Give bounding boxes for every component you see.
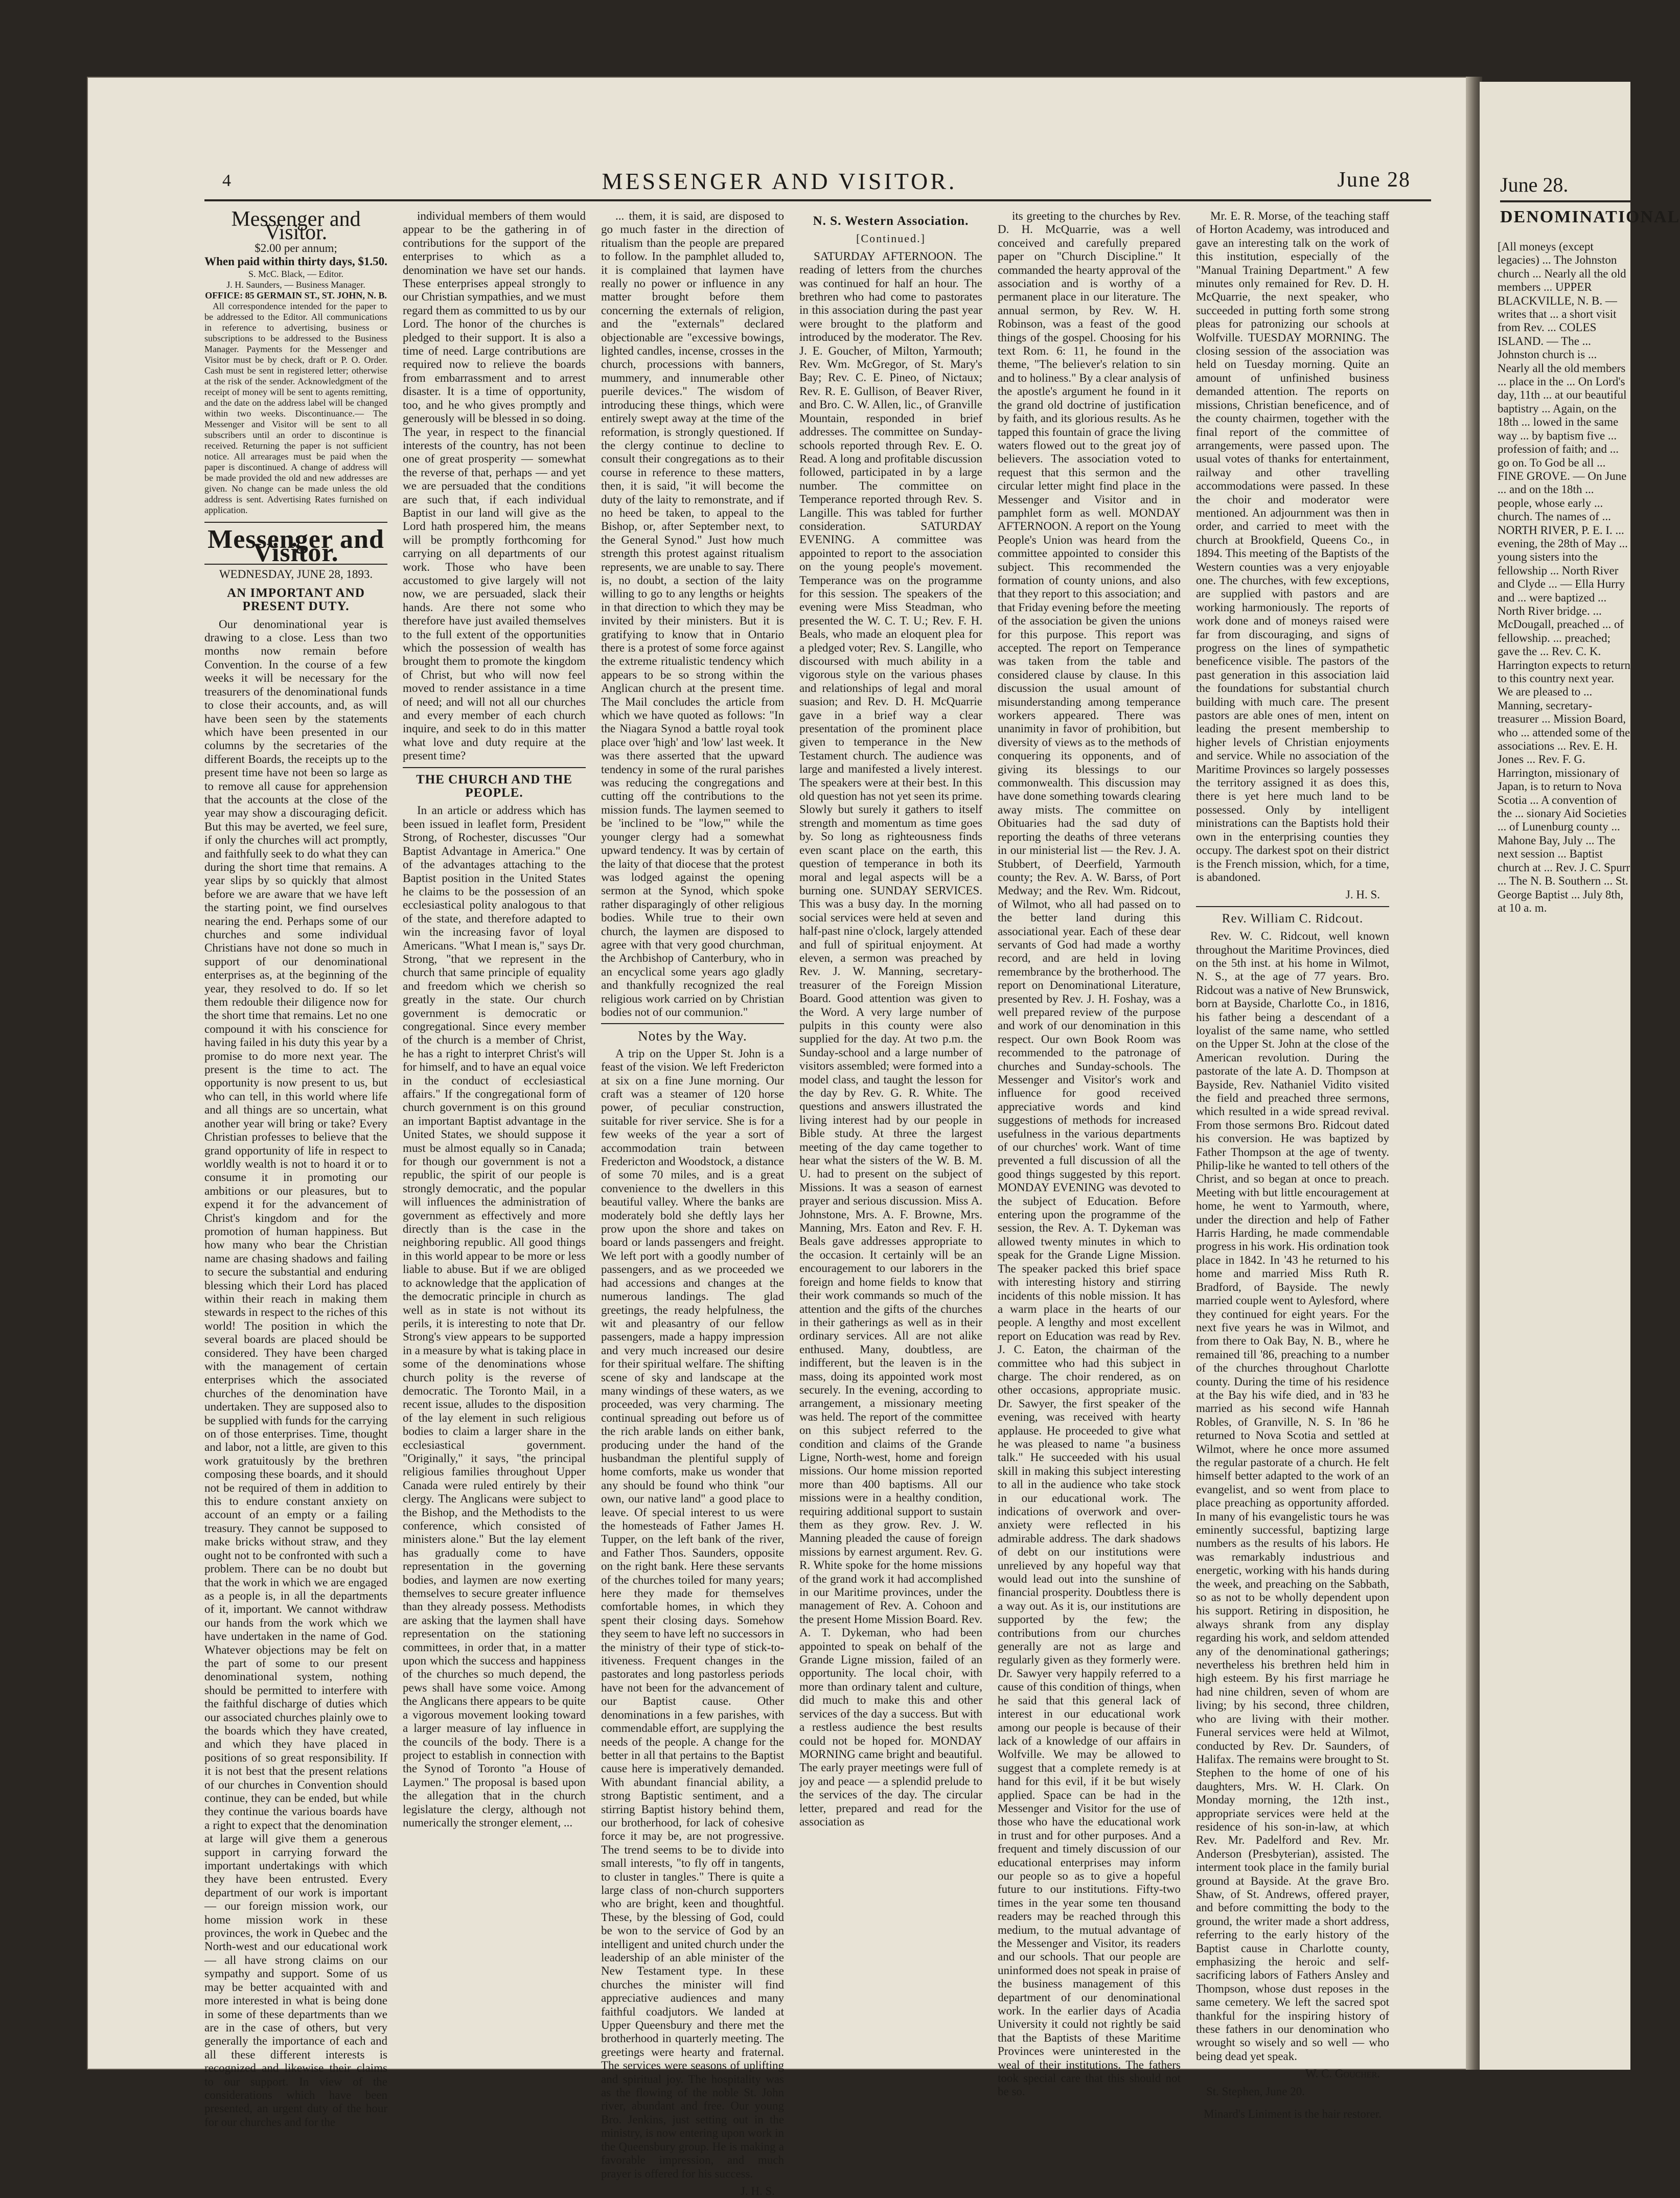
separator bbox=[403, 767, 586, 768]
article-duty-body: Our denominational year is drawing to a close. Less than two months now remain before Convention. In the course of a few weeks it will be necessary for the treasurers of the denominational funds to close their accounts, and, as will have been seen by the statements which have been presented in our columns by the secretaries of the different Boards, the receipts up to the present time have not been so large as to remove all cause for apprehension that the accounts at the close of the year may show a discouraging deficit. But this may be averted, we feel sure, if only the churches will act promptly, and faithfully seek to do what they can during the short time that remains. A year slips by so quickly that almost before we are aware that we have left the starting point, we find ourselves nearing the end. Perhaps some of our churches and some individual Christians have not done so much in support of our denominational enterprises as, at the beginning of the year, they resolved to do. If so let them redouble their diligence now for the short time that remains. Let no one compound it with his conscience for having failed in his duty this year by a promise to do more next year. The present is the time to act. The opportunity is now present to us, but who can tell, in this world where life and all things are so uncertain, what another year will bring or take? Every Christian professes to believe that the grand opportunity of life in respect to worldly wealth is not to hoard it or to consume it in promoting our ambitions or our pleasures, but to expend it for the advancement of Christ's kingdom and for the promotion of human happiness. But how many who bear the Christian name are chasing shadows and failing to secure the substantial and enduring blessing which their Lord has placed within their reach in making them stewards in respect to the riches of this world! The position in which the several boards are placed should be considered. They have been charged with the management of certain enterprises which the associated churches of the denomination have undertaken. They are supposed also to be supplied with funds for the carrying on of those enterprises. Time, thought and labor, not a little, are given to this work gratuitously by the brethren composing these boards, and it should not be required of them in addition to this to endure constant anxiety on account of an empty or a failing treasury. They cannot be supposed to make bricks without straw, and they ought not to be confronted with such a problem. There can be no doubt but that the work in which we are engaged as a people is, in all the departments of it, important. We cannot withdraw our hands from the work which we have undertaken in the name of God. Whatever objections may be felt on the part of some to our present denominational system, nothing should be permitted to interfere with the faithful discharge of duties which our associated churches plainly owe to the boards which they have created, and which they have placed in positions of so great responsibility. If it is not best that the present relations of our churches in Convention should continue, they can be ended, but while they continue the various boards have a right to expect that the denomination at large will give them a generous support in carrying forward the important undertakings with which they have been entrusted. Every department of our work is important — our foreign mission work, our home mission work in these provinces, the work in Quebec and the North-west and our educational work — all have strong claims on our sympathy and support. Some of us may be better acquainted with and more interested in what is being done in some of these departments than we are in the case of others, but very generally the importance of each and all these different interests is recognized and likewise their claims to our support. In view of the considerations which have been presented, an urgent duty of the hour for our churches and for the bbox=[204, 617, 387, 2128]
column-1 bbox=[204, 207, 387, 2128]
headline-duty: AN IMPORTANT AND PRESENT DUTY. bbox=[227, 586, 365, 614]
adjacent-text: [All moneys (except legacies) ... The Johnston church ... Nearly all the old members ... UPPER BLACKVILLE, N. B. — writes that ... a short visit from Rev. ... COLES ISLAND. — The ... Johnston church is ... Nearly all the old members ... place in the ... On Lord's day, 11th ... at our beautiful baptistry ... Again, on the 18th ... lowed in the same way ... by baptism five ... profession of faith; and ... go on. To God be all ... FINE GROVE. — On June ... and on the 18th ... people, whose early ... church. The names of ... NORTH RIVER, P. E. I. ... evening, the 28th of May ... young sisters into the fellowship ... North River and Clyde ... — Ella Hurry and ... were baptized ... North River bridge. ... McDougall, preached ... of fellowship. ... preached; gave the ... Rev. C. K. Harrington expects to return to this country next year. We are pleased to ... Manning, secretary-treasurer ... Mission Board, who ... attended some of the associations ... Rev. E. H. Jones ... Rev. F. G. Harrington, missionary of Japan, is to return to Nova Scotia ... A convention of the ... sionary Aid Societies ... of Lunenburg county ... Mahone Bay, July ... The next session ... Baptist church at ... Rev. J. C. Spurr ... The N. B. Southern ... St. George Baptist ... July 8th, at 10 a. m. bbox=[1498, 240, 1630, 914]
separator bbox=[1196, 906, 1389, 907]
obituary-body: Rev. W. C. Ridcout, well known throughout the Maritime Provinces, died on the 5th inst. at his home in Wilmot, N. S., at the age of 77 years. Bro. Ridcout was a native of New Brunswick, born at Bayside, Charlotte Co., in 1816, his father being a descendant of a loyalist of the same name, who settled on the Upper St. John at the close of the American revolution. During the pastorate of the late A. D. Thompson at Bayside, Rev. Nathaniel Vidito visited the field and preached three sermons, which resulted in a wide spread revival. From those sermons Bro. Ridcout dated his conversion. He was baptized by Father Thompson at the age of twenty. Philip-like he wanted to tell others of the Christ, and so began at once to preach. Meeting with but little encouragement at home, he went to Yarmouth, where, under the direction and help of Father Harris Harding, he made commendable progress in his work. His ordination took place in 1842. In '43 he returned to his home and married Miss Ruth R. Bradford, of Bayside. The newly married couple went to Aylesford, where they continued for eight years. For the next five years he was in Wilmot, and from there to Oak Bay, N. B., where he remained till '86, preaching to a number of the churches throughout Charlotte county. During the time of his residence at the Bay his wife died, and in '83 he married as his second wife Hannah Robles, of Granville, N. S. In '86 he returned to Nova Scotia and settled at Wilmot, where he once more assumed the regular pastorate of a church. He felt himself better adapted to the work of an evangelist, and so went from place to place preaching as opportunity afforded. In many of his evangelistic tours he was eminently successful, baptizing large numbers as the results of his labors. He was remarkably industrious and energetic, working with his hands during the week, and preaching on the Sabbath, so as not to be wholly dependent upon his support. Retiring in disposition, he always shrank from any display regarding his work, and seldom attended any of the denominational gatherings; nevertheless his brethren held him in high esteem. By his first marriage he had nine children, seven of whom are living; by his second, three children, who are living with their mother. Funeral services were held at Wilmot, conducted by Rev. Dr. Saunders, of Halifax. The remains were brought to St. Stephen to the home of one of his daughters, Mrs. W. H. Clark. On Monday morning, the 12th inst., appropriate services were held at the residence of his son-in-law, at which Rev. Mr. Padelford and Rev. Mr. Anderson (Presbyterian), assisted. The interment took place in the family burial ground at Bayside. At the grave Bro. Shaw, of St. Andrews, offered prayer, and before committing the body to the ground, the writer made a short address, referring to the early history of the Baptist cause in Charlotte county, emphasizing the heroic and self-sacrificing labors of Fathers Ansley and Thompson, whose dust reposes in the same cemetery. We left the sacred spot thankful for the inspiring history of these fathers in our denomination who wrought so wisely and so well — who being dead yet speak. bbox=[1196, 930, 1389, 2063]
notices: All correspondence intended for the paper to be addressed to the Editor. All communications in reference to advertising, business or subscriptions to be addressed to the Business Manager. Payments for the Messenger and Visitor must be by check, draft or P. O. Order. Cash must be sent in registered letter; otherwise at the risk of the sender. Acknowledgment of the receipt of money will be sent to agents remitting, and the date on the address label will be changed within two weeks. Discontinuance.— The Messenger and Visitor will be sent to all subscribers until an order to discontinue is received. Returning the paper is not sufficient notice. All arrearages must be paid when the paper is discontinued. A change of address will be made provided the old and new addresses are given. No change can be made unless the old address is sent. Advertising Rates furnished on application. bbox=[204, 300, 387, 515]
header-rule bbox=[204, 199, 1431, 201]
page-number: 4 bbox=[222, 171, 231, 190]
column-4 bbox=[799, 210, 982, 2049]
terms-line-5: OFFICE: 85 GERMAIN ST., ST. JOHN, N. B. bbox=[205, 290, 387, 300]
column-2 bbox=[403, 210, 586, 2049]
column-6 bbox=[1196, 210, 1389, 2121]
headline-association: N. S. Western Association. bbox=[813, 214, 969, 228]
adjacent-page-date: June 28. bbox=[1500, 173, 1569, 196]
headline-church-people: THE CHURCH AND THE PEOPLE. bbox=[416, 772, 572, 800]
continued-note: [Continued.] bbox=[856, 232, 926, 245]
subscription-box bbox=[204, 207, 387, 523]
signature-jhs-2: J. H. S. bbox=[1345, 888, 1380, 901]
article-duty-continued: individual members of them would appear to be the gathering in of contributions for the support of the enterprises to which as a denomination we have set our hands. These enterprises appeal strongly to our Christian sympathies, and we must regard them as committed to us by our Lord. The honor of the churches is pledged to their support. It is also a time of need. Large contributions are required now to relieve the boards from embarrassment and to arrest disaster. It is a time of opportunity, too, and he who gives promptly and generously will be blessed in so doing. The year, in respect to the financial interests of the country, has not been one of great prosperity — somewhat the reverse of that, perhaps — and yet we are persuaded that the conditions are such that, if each individual Baptist in our land will give as the Lord hath prospered him, the means will be promptly forthcoming for carrying on all departments of our work. Those who have been accustomed to give largely will not now, we are persuaded, slack their hands. Are there not some who therefore have just availed themselves to the full extent of the opportunities which the possession of wealth has brought them to promote the kingdom of Christ, but who will now feel moved to render assistance in a time of need; and will not all our churches and every member of each church inquire, and seek to do in this matter what love and duty require at the present time? bbox=[403, 210, 586, 762]
adjacent-page bbox=[1480, 82, 1680, 2070]
flag-title: Messenger and Visitor. bbox=[208, 524, 384, 568]
column-3 bbox=[601, 210, 784, 2197]
headline-notes: Notes by the Way. bbox=[638, 1028, 747, 1044]
dateline: St. Stephen, June 20. bbox=[1206, 2085, 1305, 2098]
separator bbox=[1196, 2102, 1389, 2103]
adjacent-section-title: DENOMINATIONAL bbox=[1500, 200, 1633, 227]
terms-line-1: $2.00 per annum; bbox=[255, 241, 337, 254]
terms-line-2: When paid within thirty days, $1.50. bbox=[204, 255, 387, 268]
column-5 bbox=[998, 210, 1181, 2098]
article-association-continued: its greeting to the churches by Rev. D. H. McQuarrie, was a well conceived and carefully prepared paper on "Church Discipline." It commanded the hearty approval of the association and is worthy of a permanent place in our literature. The annual sermon, by Rev. W. H. Robinson, was a feast of the good things of the gospel. Choosing for his text Rom. 6: 11, he found in the theme, "The believer's relation to sin and to holiness." By a clear analysis of the apostle's argument he found in it the grand old doctrine of justification by faith, and its glorious results. As he tapped this fountain of grace the living waters flowed out to the great joy of believers. The association voted to request that this sermon and the circular letter might find place in the Messenger and Visitor and in pamphlet form as well. MONDAY AFTERNOON. A report on the Young People's Union was heard from the committee appointed to consider this subject. This recommended the formation of county unions, and also that they report to this association; and that Friday evening before the meeting of the association be given the unions for this purpose. This report was accepted. The report on Temperance was taken from the table and considered clause by clause. In this discussion the usual amount of misunderstanding among temperance workers appeared. There was unanimity in favor of prohibition, but diversity of views as to the methods of conquering its opponents, and of giving its blessings to our commonwealth. This discussion may have done something towards clearing away mists. The committee on Obituaries had the sad duty of reporting the deaths of three veterans in our ministerial list — the Rev. J. A. Stubbert, of Deerfield, Yarmouth county; the Rev. A. W. Barss, of Port Medway; and the Rev. Wm. Ridcout, of Wilmot, who all had passed on to the better land during this associational year. Each of these dear servants of God had made a worthy record, and are held in loving remembrance by the brotherhood. The report on Denominational Literature, presented by Rev. J. H. Foshay, was a well prepared review of the purpose and work of our denomination in this respect. Our own Book Room was recommended to the patronage of churches and Sunday-schools. The Messenger and Visitor's work and influence for good received appreciative words and kind suggestions of methods for increased usefulness in the various departments of our churches' work. Want of time prevented a full discussion of all the good things suggested by this report. MONDAY EVENING was devoted to the subject of Education. Before entering upon the programme of the session, the Rev. A. T. Dykeman was allowed twenty minutes in which to speak for the Grande Ligne Mission. The speaker packed this brief space with interesting history and stirring incidents of this noble mission. It has a warm place in the hearts of our people. A lengthy and most excellent report on Education was read by Rev. J. C. Eaton, the chairman of the committee who had this subject in charge. The choir rendered, as on other occasions, appropriate music. Dr. Sawyer, the first speaker of the evening, was received with hearty applause. He proceeded to give what he was pleased to name "a business talk." He succeeded with his usual skill in making this subject interesting to all in the audience who take stock in our educational work. The indications of overwork and over-anxiety were reflected in his admirable address. The dark shadows of debt on our institutions were unrelieved by any hopeful way that would lead out into the sunshine of financial prosperity. Doubtless there is a way out. As it is, our institutions are supported by the few; the contributions from our churches generally are not as large and regularly given as they formerly were. Dr. Sawyer very happily referred to a cause of this condition of things, when he said that this general lack of interest in our educational work among our people is because of their lack of a knowledge of our affairs in Wolfville. We may be allowed to suggest that a complete remedy is at hand for this evil, if it be but wisely applied. Space can be had in the Messenger and Visitor for the use of those who have the educational work in trust and for other purposes. And a frequent and timely discussion of our educational enterprises may inform our people so as to give a hopeful future to our institutions. Fifty-two times in the year some ten thousand readers may be reached through this medium, to the mutual advantage of the Messenger and Visitor, its readers and our schools. That our people are uninformed does not speak in praise of the business management of this department of our denominational work. In the earlier days of Acadia University it could not rightly be said that the Baptists of these Maritime Provinces were uninterested in the weal of their institutions. The fathers took special care that this should not be so. bbox=[998, 210, 1181, 2098]
article-church-continued: ... them, it is said, are disposed to go much faster in the direction of ritualism than the people are prepared to follow. In the pamphlet alluded to, it is complained that laymen have really no power or influence in any matter brought before them concerning the externals of religion, and the "externals" declared objectionable are "excessive bowings, lighted candles, incense, crosses in the church, processions with banners, mummery, and innumerable other puerile devices." The wisdom of introducing these things, which were entirely swept away at the time of the reformation, is strongly questioned. If the clergy continue to decline to consult their congregations as to their course in reference to these matters, then, it is said, "it will become the duty of the laity to remonstrate, and if no heed be taken, to appeal to the Bishop, or, after September next, to the General Synod." Just how much strength this protest against ritualism represents, we are unable to say. There is, no doubt, a section of the laity willing to go to any lengths or heights in that direction to which they may be invited by their ministers. But it is gratifying to know that in Ontario there is a protest of some force against the extreme ritualistic tendency which appears to be so strong within the Anglican church at the present time. The Mail concludes the article from which we have quoted as follows: "In the Niagara Synod a battle royal took place over 'high' and 'low' last week. It was there asserted that the upward tendency in some of the rural parishes was reducing the congregations and cutting off the contributions to the mission funds. The laymen seemed to be 'inclined to be "low,"' while the younger clergy had a somewhat upward tendency. It was by certain of the laity of that diocese that the protest was lodged against the opening sermon at the Synod, which spoke rather disparagingly of other religious bodies. While true to their own church, the laymen are disposed to agree with that very good churchman, the Archbishop of Canterbury, who in an encyclical some years ago gladly and thankfully recognized the real religious work carried on by Christian bodies not of our communion." bbox=[601, 210, 784, 1019]
signature-jhs: J. H. S. bbox=[740, 2184, 775, 2197]
terms-line-4: J. H. Saunders, — Business Manager. bbox=[226, 279, 365, 290]
article-church-body: In an article or address which has been issued in leaflet form, President Strong, of Rochester, discusses "Our Baptist Advantage in America." One of the advantages attaching to the Baptist position in the United States he claims to be the possession of an ecclesiastical polity analogous to that of the state, and therefore adapted to win the increasing favor of loyal Americans. "What I mean is," says Dr. Strong, "that we represent in the church that same principle of equality and freedom which we cherish so greatly in the state. Our church government is democratic or congregational. Since every member of the church is a member of Christ, he has a right to interpret Christ's will for himself, and to have an equal voice in the conduct of ecclesiastical affairs." If the congregational form of church government is on this ground an important Baptist advantage in the United States, we should suppose it must be almost equally so in Canada; for though our government is not a republic, the spirit of our people is strongly democratic, and the popular will influences the administration of government as effectively and more directly than is the case in the neighboring republic. All good things in this world appear to be more or less liable to abuse. But if we are obliged to acknowledge that the application of the democratic principle in church as well as in state is not without its perils, it is interesting to note that Dr. Strong's view appears to be supported in a measure by what is taking place in some of the denominations whose church polity is the reverse of democratic. The Toronto Mail, in a recent issue, alludes to the disposition of the lay element in such religious bodies to claim a larger share in the ecclesiastical government. "Originally," it says, "the principal religious families throughout Upper Canada were ruled entirely by their clergy. The Anglicans were subject to the Bishop, and the Methodists to the conference, which consisted of ministers alone." But the lay element has gradually come to have representation in the governing bodies, and laymen are now exerting themselves to secure greater influence than they already possess. Methodists are asking that the laymen shall have representation on the stationing committees, in order that, in a matter upon which the success and happiness of the churches so much depend, the pews shall have some voice. Among the Anglicans there appears to be quite a vigorous movement looking toward a larger measure of lay influence in the councils of the body. There is a project to establish in connection with the Synod of Toronto "a House of Laymen." The proposal is based upon the allegation that in the church legislature the clergy, although not numerically the stronger element, ... bbox=[403, 804, 586, 1829]
headline-obituary: Rev. William C. Ridcout. bbox=[1222, 911, 1364, 926]
article-notes-body: A trip on the Upper St. John is a feast of the vision. We left Fredericton at six on a fine June morning. Our craft was a steamer of 120 horse power, of peculiar construction, suitable for river service. She is for a few weeks of the year a sort of accommodation train between Fredericton and Woodstock, a distance of some 70 miles, and is a great convenience to the dwellers in this beautiful valley. Where the banks are moderately bold she deftly lays her prow upon the shore and takes on board or lands passengers and freight. We left port with a goodly number of passengers, and as we proceeded we had accessions and changes at the numerous landings. The glad greetings, the ready helpfulness, the wit and pleasantry of our fellow passengers, made a happy impression and very much increased our desire for their spiritual welfare. The shifting scene of sky and landscape at the many windings of these waters, as we proceeded, was very charming. The continual spreading out before us of the rich arable lands on either bank, producing under the hand of the husbandman the plentiful supply of home comforts, make us wonder that any should be found who think "our own, our native land" a good place to leave. Of special interest to us were the homesteads of Father James H. Tupper, on the left bank of the river, and Father Thos. Saunders, opposite on the right bank. Here these servants of the churches toiled for many years; here they made for themselves comfortable homes, in which they spent their closing days. Somehow they seem to have left no successors in the ministry of their type of stick-to-itiveness. Frequent changes in the pastorates and long pastorless periods have not been for the advancement of our Baptist cause. Other denominations in a few parishes, with commendable effort, are supplying the needs of the people. A change for the better in all that pertains to the Baptist cause here is imperatively demanded. With abundant financial ability, a strong Baptistic sentiment, and a stirring Baptist history behind them, our brotherhood, for lack of cohesive force it may be, are not progressive. The trend seems to be to divide into small interests, "to fly off in tangents, to cluster in tangles." There is quite a large class of non-church supporters who are bright, keen and thoughtful. These, by the blessing of God, could be won to the service of God by an intelligent and united church under the leadership of an able minister of the New Testament type. In these churches the minister will find appreciative audiences and many faithful coadjutors. We landed at Upper Queensbury and there met the brotherhood in quarterly meeting. The greetings were hearty and fraternal. The services were seasons of uplifting and spiritual joy. The hospitality was as the flowing of the noble St. John river, abundant and free. Our young Bro. Jenkins, just setting out in the ministry, is now entering upon work in the Queensbury group. He is making a favorable impression, and much prayer is offered for his success. bbox=[601, 1047, 784, 2180]
newspaper-page bbox=[87, 77, 1472, 2197]
article-association-end: Mr. E. R. Morse, of the teaching staff of Horton Academy, was introduced and gave an interesting talk on the work of this institution, especially of the "Manual Training Department." A few minutes only remained for Rev. D. H. McQuarrie, the next speaker, who succeeded in putting forth some strong pleas for patronizing our schools at Wolfville. TUESDAY MORNING. The closing session of the association was held on Tuesday morning. Quite an amount of unfinished business demanded attention. The reports on missions, Christian beneficence, and of the county chairmen, together with the final report of the committee of arrangements, were passed upon. The usual votes of thanks for entertainment, railway and other travelling accommodations were passed. In these the choir and moderator were mentioned. An adjournment was then in order, and carried to meet with the church at Brookfield, Queens Co., in 1894. This meeting of the Baptists of the Western counties was a very enjoyable one. The churches, with few exceptions, are supplied with pastors and are working harmoniously. The reports of work done and of moneys raised were far from discouraging, and signs of progress on the lines of sympathetic beneficence visible. The pastors of the past generation in this association laid the foundations for substantial church building with much care. The present pastors are able ones of men, intent on leading the present membership to higher levels of Christian enjoyments and service. While no association of the Maritime Provinces so largely possesses the territory assigned it as does this, there is yet here much land to be possessed. Only by intelligent ministrations can the Baptists hold their own in the enterprising counties they occupy. The darkest spot on their district is the French mission, which, for a time, is abandoned. bbox=[1196, 210, 1389, 884]
masthead: MESSENGER AND VISITOR. bbox=[602, 168, 957, 194]
box-title: Messenger and Visitor. bbox=[231, 207, 361, 245]
issue-date: WEDNESDAY, JUNE 28, 1893. bbox=[204, 564, 387, 581]
terms-line-3: S. McC. Black, — Editor. bbox=[248, 268, 343, 279]
header-date: June 28 bbox=[1337, 168, 1411, 192]
separator bbox=[601, 1023, 784, 1024]
advertisement-line: Minard's Liniment is the hair restorer. bbox=[1204, 2108, 1382, 2121]
adjacent-column bbox=[1498, 240, 1630, 2054]
signature-goucher: W. C. Goucher. bbox=[1305, 2067, 1380, 2080]
article-association-body: SATURDAY AFTERNOON. The reading of letters from the churches was continued for half an hour. The brethren who had come to pastorates in this association during the past year were brought to the platform and introduced by the moderator. The Rev. J. E. Goucher, of Milton, Yarmouth; Rev. Wm. McGregor, of St. Mary's Bay; Rev. C. E. Pineo, of Nictaux; Rev. R. E. Gullison, of Beaver River, and Bro. C. W. Allen, lic., of Granville Mountain, responded in brief addresses. The committee on Sunday-schools reported through Rev. E. O. Read. A long and profitable discussion followed, participated in by a large number. The committee on Temperance reported through Rev. S. Langille. This was tabled for further consideration. SATURDAY EVENING. A committee was appointed to report to the association on the young people's movement. Temperance was on the programme for this session. The speakers of the evening were Miss Steadman, who presented the W. C. T. U.; Rev. F. H. Beals, who made an eloquent plea for a pledged voter; Rev. S. Langille, who discoursed with much ability in a vigorous style on the various phases and relationships of legal and moral suasion; and Rev. D. H. McQuarrie gave in a brief way a clear presentation of the prominent place given to temperance in the New Testament church. The audience was large and manifested a lively interest. The speakers were at their best. In this old question has not yet seen its prime. Slowly but surely it gathers to itself strength and momentum as time goes by. So long as righteousness finds even scant place on the earth, this question of temperance in both its moral and legal aspects will be a burning one. SUNDAY SERVICES. This was a busy day. In the morning social services were held at seven and half-past nine o'clock, largely attended and full of spiritual enjoyment. At eleven, a sermon was preached by Rev. J. W. Manning, secretary-treasurer of the Foreign Mission Board. Good attention was given to the Word. A very large number of pulpits in this county were also supplied for the day. At two p.m. the Sunday-school and a large number of visitors assembled; were formed into a model class, and taught the lesson for the day by Rev. G. R. White. The questions and answers illustrated the living interest had by our people in Bible study. At three the largest meeting of the day came together to hear what the sisters of the W. B. M. U. had to present on the subject of Missions. It was a season of earnest prayer and serious discussion. Miss A. Johnstone, Mrs. A. F. Browne, Mrs. Manning, Mrs. Eaton and Rev. F. H. Beals gave addresses appropriate to the occasion. It certainly will be an encouragement to our laborers in the foreign and home fields to know that their work commands so much of the attention and the gifts of the churches in their gatherings as well as in their ordinary services. All are not alike enthused. Many, doubtless, are indifferent, but the leaven is in the mass, doing its appointed work most securely. In the evening, according to arrangement, a missionary meeting was held. The report of the committee on this subject referred to the condition and claims of the Grande Ligne, North-west, home and foreign missions. Our home mission reported more than 400 baptisms. All our missions were in a healthy condition, requiring additional support to sustain them as they grow. Rev. J. W. Manning pleaded the cause of foreign missions by earnest argument. Rev. G. R. White spoke for the home missions of the grand work it had accomplished in our Maritime provinces, under the management of Rev. A. Cohoon and the present Home Mission Board. Rev. A. T. Dykeman, who had been appointed to speak on behalf of the Grande Ligne mission, failed of an opportunity. The local choir, with more than ordinary talent and culture, did much to make this and other services of the day a success. But with a restless audience the best results could not be hoped for. MONDAY MORNING came bright and beautiful. The early prayer meetings were full of joy and peace — a splendid prelude to the services of the day. The circular letter, prepared and read for the association as bbox=[799, 249, 982, 1828]
